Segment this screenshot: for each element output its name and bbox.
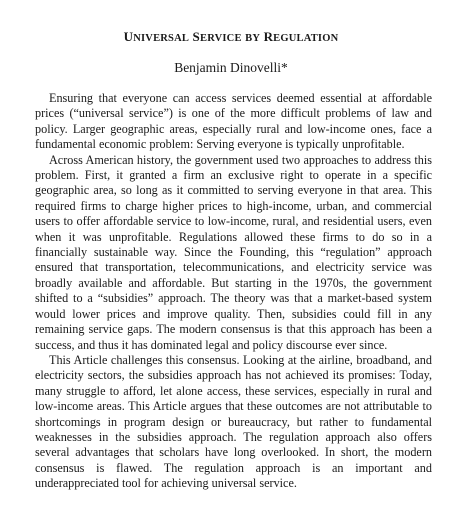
title-smallcaps: ERVICE [199,33,242,44]
title-smallcaps: EGULATION [273,33,339,44]
title-initial: S [192,29,200,44]
abstract-paragraph: Ensuring that everyone can access services deemed essential at affordable prices (“universal service”) is one of the more difficult problems of law and policy. Larger geographic areas, especially rural and low-income ones, face a fundamental economic problem: Serving everyone is typically unprofitable. [35,91,432,152]
title-initial: R [263,29,274,44]
title-smallcaps: BY [245,33,261,44]
abstract-paragraph: This Article challenges this consensus. Looking at the airline, broadband, and electricity sectors, the subsidies approach has not achieved its promises: Today, many struggle to afford, let alone access, these services, especially in rural and low-income areas. This Article argues that these outcomes are not attributable to shortcomings in program design or bureaucracy, but rather to fundamental weaknesses in the subsidies approach. The regulation approach also offers several advantages that scholars have long overlooked. In short, the modern consensus is flawed. The regulation approach is an important and underappreciated tool for achieving universal service. [35,352,432,491]
abstract-paragraph: Across American history, the government used two approaches to address this problem. First, it granted a firm an exclusive right to operate in a specific geographic area, so long as it committed to serving everyone in that area. This required firms to charge higher prices to high-income, urban, and commercial users to offer affordable service to low-income, rural, and residential users, even when it was unprofitable. Regulations allowed these firms to do so in a financially sustainable way. Since the Founding, this “regulation” approach ensured that transportation, telecommunications, and electricity service was broadly available and affordable. But starting in the 1970s, the government shifted to a “subsidies” approach. The theory was that a market-based system would lower prices and improve quality. Then, subsidies could fill in any remaining service gaps. The modern consensus is that this approach has been a success, and thus it has dominated legal and policy discourse ever since. [35,152,432,352]
author-name: Benjamin Dinovelli* [174,60,288,75]
title-smallcaps: NIVERSAL [133,33,190,44]
abstract-body [35,91,432,492]
article-title [0,29,462,45]
title-initial: U [123,29,134,44]
